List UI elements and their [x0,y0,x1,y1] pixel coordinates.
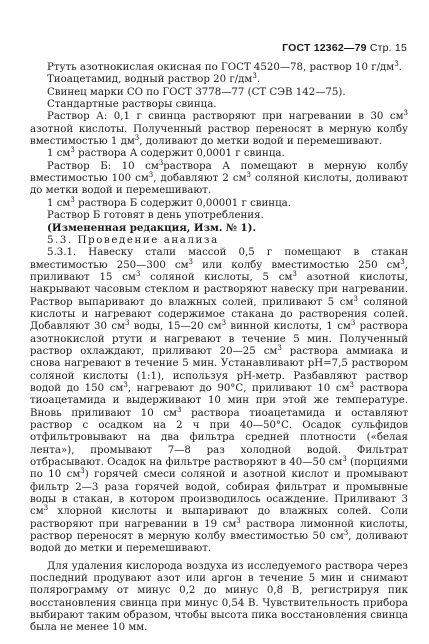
paragraph-solution-a: Раствор А: 0,1 г свинца растворяют при нагревании в 30 $см^3$ азотной кислоты. Полученный раствор переносят в мерную колбу вместимостью 1 $дм^3$, доливают до метки водой и перемешивают. [30,109,408,148]
page-number: Стр. 15 [369,42,407,54]
paragraph-solution-b-prep: Раствор Б готовят в день употребления. [47,210,264,222]
paragraph-reagent-mercury: Ртуть азотнокислая окисная по ГОСТ 4520—78, раствор 10 $г/дм^3$. [47,60,402,73]
paragraph-polarography: Для удаления кислорода воздуха из исследуемого раствора через последний продувают азот или аргон в течение 5 мин и снимают полярограмму от минус 0,2 до минус 0,8 В, регистрируя пик восстановления свинца при минус 0,54 В. Чувствительность прибора выбирают таким образом, чтобы высота пика восстановления свинца была не менее 10 мм. [30,560,408,634]
paragraph-reagent-lead: Свинец марки СО по ГОСТ 3778—77 (СТ СЭВ 142—75). [47,86,346,98]
standard-number: ГОСТ 12362—79 [282,42,367,54]
paragraph-standard-solutions: Стандартные растворы свинца. [47,99,217,111]
document-body [30,62,408,635]
section-heading: 5.3. Проведение анализа [47,234,219,246]
paragraph-solution-a-content: 1 $см^3$ раствора А содержит 0,0001 г свинца. [47,146,285,160]
paragraph-solution-b: Раствор Б: 10 $см^3раствора$ А помещают в мерную колбу вместимостью 100 $см^3$, добавляют 2 $см^3$ соляной кислоты, доливают до метки водой и перемешивают. [30,158,409,197]
page-header [282,42,407,54]
amendment-note: (Измененная редакция, Изм. № 1). [47,222,257,235]
paragraph-solution-b-content: 1 $см^3$ раствора Б содержит 0,00001 г свинца. [47,195,291,209]
paragraph-reagent-thioacetamide: Тиоацетамид, водный раствор 20 $г/дм^3$. [47,72,261,86]
paragraph-procedure: 5.3.1. Навеску стали массой 0,5 г помещают в стакан вместимостью 250—300 $см^3$ или колбу вместимостью 250 $см^3$, приливают 15 $см^3$ соляной кислоты, 5 $см^3$ азотной кислоты, накрывают часовым стеклом и растворяют навеску при нагревании. Раствор выпаривают до влажных солей, приливают 5 $см^3$ соляной кислоты и нагревают содержимое стакана до растворения солей. Добавляют 30 $см^3$ воды, 15—20 $см^3$ винной кислоты, 1 $см^3$ раствора азотнокислой ртути и нагревают в течение 5 мин. Полученный раствор охлаждают, приливают 20—25 $см^3$ раствора аммиака и снова нагревают в течение 5 мин. Устанавливают pH=7,5 раствором соляной кислоты (1:1), используя pH-метр. Разбавляют раствор водой до 150 $см^3$, нагревают до 90°С, приливают 10 $см^3$ раствора тиоацетамида и выдерживают 10 мин при этой же температуре. Вновь приливают 10 $см^3$ раствора тиоацетамида и оставляют раствор с осадком на 2 ч при 40—50°С. Осадок сульфидов отфильтровывают на два фильтра средней плотности («белая лента»), промывают 7—8 раз холодной водой. Фильтрат отбрасывают. Осадок на фильтре растворяют в 40—50 $см^3$ (порциями по 10 $см^3$) горячей смеси соляной и азотной кислот и промывают фильтр 2—3 раза горячей водой, собирая фильтрат и промывные воды в стакан, в котором производилось осаждение. Приливают 3 $см^3$ хлорной кислоты и выпаривают до влажных солей. Соли растворяют при нагревании в 19 $см^3$ раствора лимонной кислоты, раствор переносят в мерную колбу вместимостью 50 $см^3$, доливают водой до метки и перемешивают. [30,247,409,555]
